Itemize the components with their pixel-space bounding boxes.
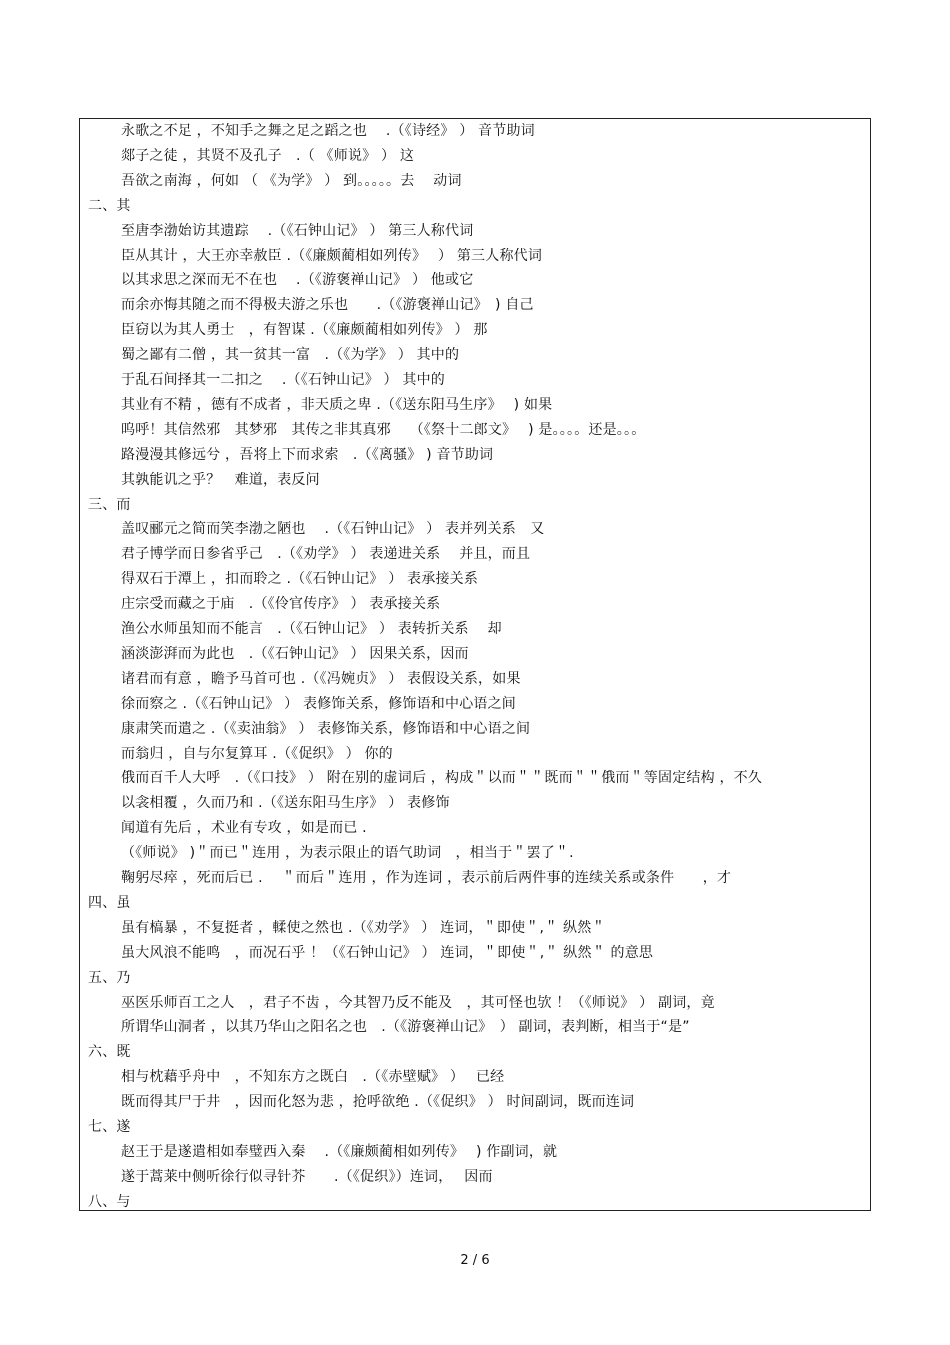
example-line: 渔公水师虽知而不能言 .（《石钟山记》 ） 表转折关系 却 bbox=[121, 621, 502, 637]
example-line: 巫医乐师百工之人 ，君子不齿 ，今其智乃反不能及 ，其可怪也欤 ！（《师说》 ） 副词，竟 bbox=[121, 994, 715, 1011]
example-line: 虽有槁暴 ，不复挺者 ，輮使之然也 .（《劝学》 ） 连词，＂即使＂,＂ 纵然＂ bbox=[121, 919, 606, 936]
example-line: 君子博学而日参省乎己 .（《劝学》 ） 表递进关系 并且，而且 bbox=[121, 546, 531, 563]
example-line: 至唐李渤始访其遗踪 .（《石钟山记》 ） 第三人称代词 bbox=[121, 222, 474, 239]
example-line: 闻道有先后 ，术业有专攻 ，如是而已 . bbox=[121, 820, 367, 837]
example-line: 遂于蒿莱中侧听徐行似寻针芥 .（《促织》）连词， 因而 bbox=[121, 1168, 493, 1185]
example-line: 得双石于潭上 ，扣而聆之 .（《石钟山记》 ） 表承接关系 bbox=[121, 571, 479, 588]
example-line: 既而得其尸于井 ，因而化怒为悲 ，抢呼欲绝 .（《促织》 ） 时间副词，既而连词 bbox=[121, 1094, 635, 1111]
example-line: 以其求思之深而无不在也 .（《游褒禅山记》 ） 他或它 bbox=[121, 272, 474, 289]
example-line: 庄宗受而藏之于庙 .（《伶官传序》 ） 表承接关系 bbox=[121, 596, 441, 613]
example-line: 诸君而有意 ，瞻予马首可也 .（《冯婉贞》 ） 表假设关系，如果 bbox=[121, 670, 521, 687]
example-line: 俄而百千人大呼 .（《口技》 ） 附在别的虚词后 ，构成＂以而＂＂既而＂＂俄而＂等固定结构 ，不久 bbox=[121, 770, 763, 787]
example-line: 其业有不精 ，德有不成者 ，非天质之卑 .（《送东阳马生序》 ) 如果 bbox=[121, 396, 553, 413]
example-line: 其孰能讥之乎？ 难道，表反问 bbox=[121, 471, 320, 488]
section-heading: 四、虽 bbox=[88, 894, 131, 911]
example-line: 于乱石间择其一二扣之 .（《石钟山记》 ） 其中的 bbox=[121, 372, 445, 388]
section-heading: 七、遂 bbox=[88, 1119, 131, 1135]
section-heading: 五、乃 bbox=[88, 969, 131, 986]
example-line: 徐而察之 .（《石钟山记》 ） 表修饰关系，修饰语和中心语之间 bbox=[121, 695, 516, 712]
example-line: 涵淡澎湃而为此也 .（《石钟山记》 ） 因果关系，因而 bbox=[121, 645, 469, 662]
example-line: 相与枕藉乎舟中 ，不知东方之既白 .（《赤壁赋》 ） 已经 bbox=[121, 1069, 505, 1086]
example-line: （《师说》 )＂而已＂连用 ，为表示限止的语气助词 ，相当于＂罢了＂. bbox=[121, 845, 574, 862]
page-number: 2 / 6 bbox=[460, 1253, 490, 1268]
example-line: 康肃笑而遣之 .（《卖油翁》 ） 表修饰关系，修饰语和中心语之间 bbox=[121, 720, 531, 737]
example-line: 臣从其计 ，大王亦幸赦臣 .（《廉颇蔺相如列传》 ） 第三人称代词 bbox=[121, 247, 543, 264]
content-box bbox=[79, 118, 871, 1211]
example-line: 吾欲之南海 ，何如 （ 《为学》 ） 到。。。。。去 动词 bbox=[121, 172, 462, 189]
example-line: 而余亦悔其随之而不得极夫游之乐也 .（《游褒禅山记》 ) 自己 bbox=[121, 297, 534, 314]
example-line: 而翁归 ，自与尔复算耳 .（《促织》 ） 你的 bbox=[121, 745, 393, 762]
example-line: 以衾相覆 ，久而乃和 .（《送东阳马生序》 ） 表修饰 bbox=[121, 795, 450, 812]
example-line: 臣窃以为其人勇士 ，有智谋 .（《廉颇蔺相如列传》 ） 那 bbox=[121, 322, 488, 339]
example-line: 路漫漫其修远兮 ，吾将上下而求索 .（《离骚》 ) 音节助词 bbox=[121, 446, 494, 463]
section-heading: 六、既 bbox=[88, 1044, 131, 1061]
section-heading: 八、与 bbox=[88, 1193, 131, 1210]
example-line: 赵王于是遂遣相如奉璧西入秦 .（《廉颇蔺相如列传》 ) 作副词，就 bbox=[121, 1143, 558, 1160]
example-line: 永歌之不足 ，不知手之舞之足之蹈之也 .（《诗经》 ） 音节助词 bbox=[121, 123, 535, 139]
example-line: 盖叹郦元之简而笑李渤之陋也 .（《石钟山记》 ） 表并列关系 又 bbox=[121, 521, 545, 538]
example-line: 蜀之鄙有二僧 ，其一贫其一富 .（《为学》 ） 其中的 bbox=[121, 347, 460, 364]
example-line: 郯子之徒 ，其贤不及孔子 .（ 《师说》 ） 这 bbox=[121, 147, 415, 164]
example-line: 鞠躬尽瘁 ，死而后已 . ＂而后＂连用 ，作为连词 ，表示前后两件事的连续关系或条件 ，才 bbox=[121, 870, 732, 886]
example-line: 所谓华山洞者 ，以其乃华山之阳名之也 .（《游褒禅山记》 ） 副词，表判断，相当于“是” bbox=[121, 1019, 690, 1036]
example-line: 虽大风浪不能鸣 ，而况石乎 ！（《石钟山记》 ） 连词，＂即使＂,＂ 纵然＂ 的意思 bbox=[121, 944, 654, 961]
example-line: 呜呼！其信然邪 其梦邪 其传之非其真邪 （《祭十二郎文》 ) 是。。。。还是。。。 bbox=[121, 421, 646, 438]
section-heading: 二、其 bbox=[88, 197, 131, 214]
section-heading: 三、而 bbox=[88, 496, 131, 513]
